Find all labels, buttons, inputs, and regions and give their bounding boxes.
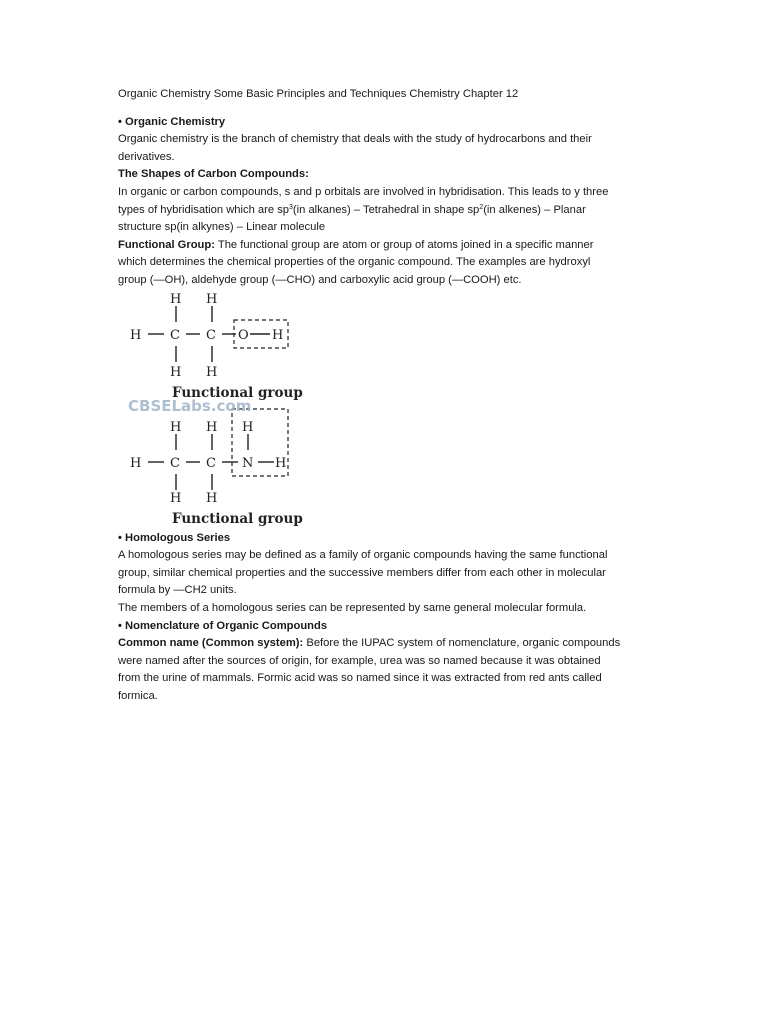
- svg-text:H: H: [206, 364, 218, 380]
- nomenclature-line-2: were named after the sources of origin, for example, urea was so named because it was obtained: [118, 654, 601, 667]
- functional-group-line-3: group (—OH), aldehyde group (—CHO) and carboxylic acid group (—COOH) etc.: [118, 273, 522, 286]
- caption-functional-group-2: Functional group: [172, 510, 303, 526]
- svg-text:H: H: [130, 455, 142, 471]
- svg-text:H: H: [242, 419, 254, 435]
- functional-group-line-2: which determines the chemical properties of the organic compound. The examples are hydroxyl: [118, 256, 591, 269]
- svg-text:H: H: [206, 490, 218, 506]
- caption-functional-group-1: Functional group: [172, 384, 303, 401]
- functional-group-line-1: Functional Group: The functional group are atom or group of atoms joined in a specific manner: [118, 238, 594, 251]
- shapes-line-3: structure sp(in alkynes) – Linear molecule: [118, 221, 326, 234]
- nomenclature-line-3: from the urine of mammals. Formic acid was so named since it was extracted from red ants called: [118, 672, 602, 685]
- svg-text:H: H: [130, 327, 142, 343]
- organic-definition-line-1: Organic chemistry is the branch of chemistry that deals with the study of hydrocarbons and their: [118, 133, 592, 146]
- svg-text:H: H: [206, 419, 218, 435]
- functional-group-figure: [124, 290, 324, 526]
- svg-text:H: H: [206, 291, 218, 307]
- nomenclature-line-4: formica.: [118, 689, 158, 702]
- organic-chemistry-heading: • Organic Chemistry: [118, 115, 226, 128]
- nomenclature-line-1: Common name (Common system): Before the IUPAC system of nomenclature, organic compounds: [118, 637, 621, 650]
- svg-text:N: N: [242, 455, 254, 471]
- svg-text:H: H: [272, 327, 284, 343]
- homologous-line-1: A homologous series may be defined as a family of organic compounds having the same functional: [118, 549, 608, 562]
- homologous-line-2: group, similar chemical properties and the successive members differ from each other in molecular: [118, 566, 606, 579]
- homologous-heading: • Homologous Series: [118, 531, 231, 544]
- shapes-line-2: types of hybridisation which are $sp^3(in$ alkanes) – Tetrahedral in shape $sp^2(in$ alkenes) – Planar: [118, 203, 586, 216]
- svg-text:O: O: [238, 327, 249, 343]
- svg-text:H: H: [170, 490, 182, 506]
- watermark-text: CBSELabs.com: [128, 396, 252, 415]
- svg-text:C: C: [206, 327, 216, 343]
- homologous-line-3: formula by —CH2 units.: [118, 584, 237, 597]
- svg-text:H: H: [170, 419, 182, 435]
- nomenclature-heading: • Nomenclature of Organic Compounds: [118, 619, 328, 632]
- svg-text:H: H: [275, 455, 287, 471]
- homologous-line-4: The members of a homologous series can be represented by same general molecular formula.: [118, 601, 587, 614]
- document-title: Organic Chemistry Some Basic Principles and Techniques Chemistry Chapter 12: [118, 88, 519, 100]
- shapes-line-1: In organic or carbon compounds, s and p orbitals are involved in hybridisation. This leads to y three: [118, 185, 609, 198]
- document-page: [118, 86, 648, 705]
- svg-text:H: H: [170, 291, 182, 307]
- svg-text:C: C: [170, 455, 180, 471]
- svg-text:C: C: [206, 455, 216, 471]
- structural-formulas: [124, 290, 324, 526]
- svg-text:H: H: [170, 364, 182, 380]
- organic-definition-line-2: derivatives.: [118, 150, 175, 163]
- svg-text:C: C: [170, 327, 180, 343]
- shapes-heading: The Shapes of Carbon Compounds:: [118, 168, 309, 181]
